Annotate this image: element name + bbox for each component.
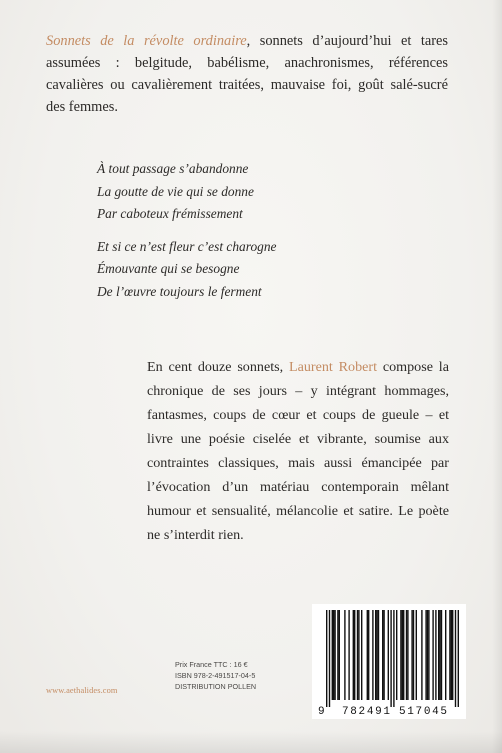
barcode-bar (432, 610, 433, 700)
barcode-bar (390, 610, 391, 707)
barcode-bar (439, 610, 440, 700)
publisher-website: www.aethalides.com (46, 686, 118, 695)
barcode-bar (396, 610, 397, 700)
barcode-bar (438, 610, 439, 700)
barcode-bar (368, 610, 369, 700)
barcode-bar (354, 610, 355, 700)
barcode-bar (455, 610, 456, 707)
author-name: Laurent Robert (288, 359, 378, 375)
barcode-graphic (312, 604, 466, 719)
barcode-bar (427, 610, 428, 700)
barcode-bar (329, 610, 330, 707)
barcode-bar (411, 610, 412, 700)
barcode-bar (353, 610, 354, 700)
barcode-bar (388, 610, 389, 700)
barcode-bar (372, 610, 373, 700)
barcode-bar (407, 610, 408, 700)
barcode-left-digits: 782491 (342, 706, 390, 718)
poem-line: Et si ce n’est fleur c’est charogne (97, 238, 277, 254)
barcode-bar (367, 610, 368, 700)
barcode-bar (333, 610, 334, 700)
barcode-bar (458, 610, 459, 707)
barcode-bar (344, 610, 345, 700)
barcode-bar (445, 610, 446, 700)
barcode-bar (393, 610, 394, 707)
book-info (175, 659, 256, 692)
barcode-first-digit: 9 (318, 706, 325, 718)
barcode (312, 604, 466, 719)
poem-stanza (97, 236, 276, 304)
barcode-bar (428, 610, 429, 700)
barcode-bar (421, 610, 422, 700)
barcode-right-digits: 517045 (399, 706, 447, 718)
barcode-bar (376, 610, 377, 700)
barcode-bar (441, 610, 442, 700)
barcode-bar (416, 610, 417, 700)
barcode-bar (435, 610, 436, 700)
barcode-bar (348, 610, 349, 700)
intro-text: , sonnets d’aujourd’hui et tares assumées : belgitude, babélisme, anachronismes, références cavalières ou cavalièrement traitées, mauvaise foi, goût salé-sucré des femmes. (46, 33, 448, 115)
barcode-bar (357, 610, 358, 700)
poem-line: Par caboteux frémissement (97, 206, 243, 221)
barcode-bar (406, 610, 407, 700)
barcode-bar (382, 610, 383, 700)
barcode-bar (326, 610, 327, 707)
barcode-bar (383, 610, 384, 700)
barcode-bars (326, 610, 459, 707)
barcode-bar (361, 610, 362, 700)
barcode-bar (449, 610, 450, 700)
cover-edge-shadow (492, 0, 502, 753)
poem-line: La goutte de vie qui se donne (97, 183, 254, 199)
poem-line: À tout passage s’abandonne (97, 161, 249, 176)
barcode-bar (403, 610, 404, 700)
barcode-bar (339, 610, 340, 700)
poem-excerpt (97, 158, 276, 303)
poem-line: De l’œuvre toujours le ferment (97, 283, 262, 299)
barcode-bar (378, 610, 379, 700)
barcode-bar (425, 610, 426, 700)
barcode-bar (358, 610, 359, 700)
barcode-bar (334, 610, 335, 700)
isbn-label: ISBN 978-2-491517-04-5 (175, 671, 256, 680)
price-label: Prix France TTC : 16 € (175, 660, 248, 669)
description-paragraph (147, 355, 449, 547)
poem-line: Émouvante qui se besogne (97, 261, 240, 276)
description-text: compose la chronique de ses jours – y intégrant hommages, fantasmes, coups de cœur et coups de gueule – et livre une poésie ciselée et vibrante, soumise aux contraintes classiques, mais aussi émancipée par l’évocation d’un matériau contemporain mêlant humour et sensualité, mélancolie et satire. Le poète ne s’interdit rien. (147, 359, 449, 543)
barcode-bar (332, 610, 333, 700)
barcode-bar (400, 610, 401, 700)
intro-paragraph (46, 30, 448, 118)
barcode-bar (375, 610, 376, 700)
barcode-bar (452, 610, 453, 700)
book-title: Sonnets de la révolte ordinaire (46, 33, 247, 49)
barcode-bar (413, 610, 414, 700)
distribution-label: DISTRIBUTION POLLEN (175, 682, 257, 691)
barcode-bar (451, 610, 452, 700)
cover-bottom-shadow (0, 731, 502, 753)
barcode-bar (337, 610, 338, 700)
description-lead: En cent douze sonnets, (147, 359, 289, 375)
barcode-bar (402, 610, 403, 700)
poem-stanza (97, 158, 276, 226)
